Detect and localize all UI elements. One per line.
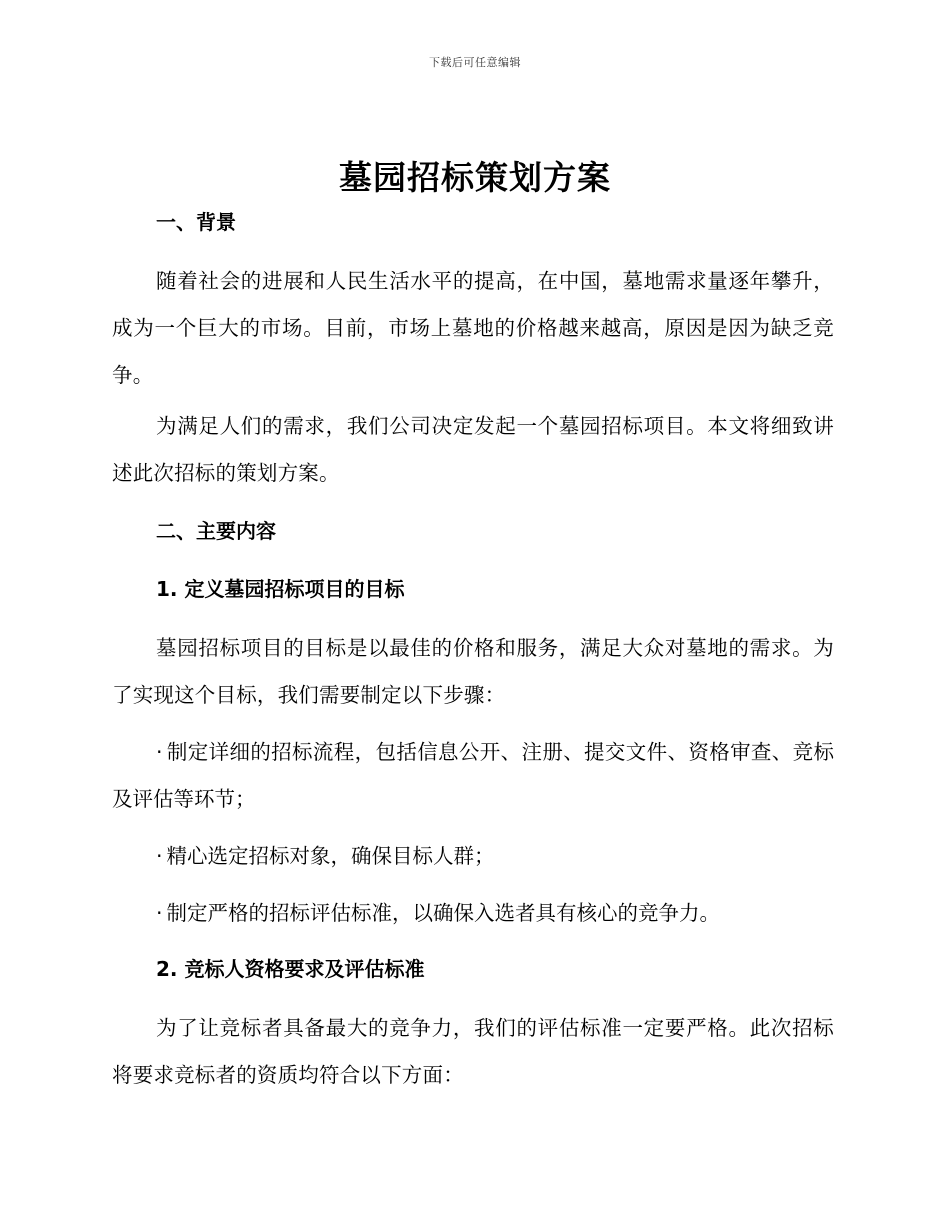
subsection-heading-2: 2. 竞标人资格要求及评估标准 bbox=[156, 957, 425, 981]
section-heading-main: 二、主要内容 bbox=[156, 519, 276, 543]
list-item bbox=[112, 890, 834, 937]
list-item-text: 制定详细的招标流程，包括信息公开、注册、提交文件、资格审查、竞标及评估等环节； bbox=[112, 740, 834, 811]
subsection-heading-1: 1. 定义墓园招标项目的目标 bbox=[156, 577, 405, 601]
paragraph-background-1: 随着社会的进展和人民生活水平的提高，在中国，墓地需求量逐年攀升，成为一个巨大的市场。目前，市场上墓地的价格越来越高，原因是因为缺乏竞争。 bbox=[112, 269, 834, 387]
list-item-text: 精心选定招标对象，确保目标人群； bbox=[166, 844, 495, 868]
paragraph-background-2: 为满足人们的需求，我们公司决定发起一个墓园招标项目。本文将细致讲述此次招标的策划方案。 bbox=[112, 414, 834, 485]
document-body bbox=[112, 204, 834, 1099]
paragraph-sub2-1: 为了让竞标者具备最大的竞争力，我们的评估标准一定要严格。此次招标将要求竞标者的资质均符合以下方面： bbox=[112, 1016, 834, 1087]
list-item bbox=[112, 729, 834, 823]
page-title: 墓园招标策划方案 bbox=[339, 158, 611, 197]
bullet-mark: · bbox=[156, 844, 163, 868]
bullet-mark: · bbox=[156, 901, 163, 925]
bullet-mark: · bbox=[156, 740, 163, 764]
header-note: 下载后可任意编辑 bbox=[429, 56, 521, 69]
paragraph-sub1-1: 墓园招标项目的目标是以最佳的价格和服务，满足大众对墓地的需求。为了实现这个目标，我们需要制定以下步骤： bbox=[112, 636, 834, 707]
list-item-text: 制定严格的招标评估标准，以确保入选者具有核心的竞争力。 bbox=[166, 901, 721, 925]
section-heading-background: 一、背景 bbox=[156, 210, 236, 234]
list-item bbox=[112, 833, 834, 880]
